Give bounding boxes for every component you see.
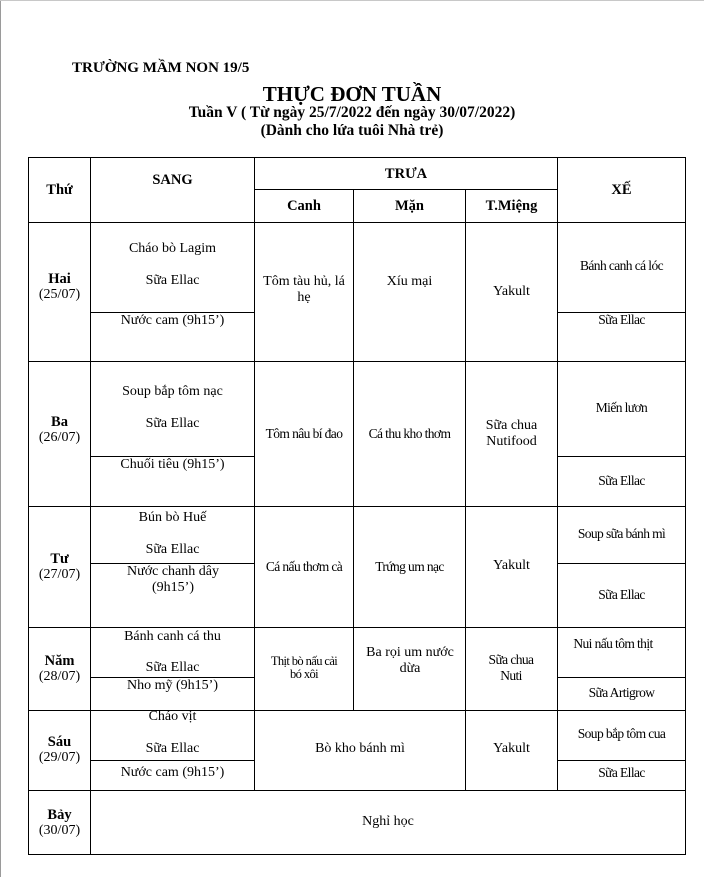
afternoon-milk: Sữa Ellac <box>598 765 645 780</box>
cell-divider <box>557 677 686 678</box>
lunch-dessert: Sữa chua Nutifood <box>485 418 538 449</box>
lunch-main: Ba rọi um nước dừa <box>366 645 454 676</box>
row-line <box>28 361 686 362</box>
lunch-soup: Tôm nâu bí đao <box>265 426 343 441</box>
row-line <box>28 506 686 507</box>
day-date: (30/07) <box>38 823 81 838</box>
morning-snack: Nước cam (9h15’) <box>120 765 225 780</box>
closed-notice: Nghỉ học <box>362 814 414 829</box>
day-cell <box>29 547 90 587</box>
afternoon-dish: Bánh canh cá lóc <box>580 258 663 273</box>
morning-dish: Cháo vịt <box>148 709 197 724</box>
day-name: Năm <box>44 653 75 669</box>
morning-milk: Sữa Ellac <box>145 741 200 756</box>
header-lunch: TRƯA <box>384 165 428 182</box>
morning-milk: Sữa Ellac <box>145 416 200 431</box>
table-border-bottom <box>28 854 686 855</box>
lunch-soup: Tôm tàu hủ, lá hẹ <box>263 274 345 305</box>
lunch-main: Cá thu kho thơm <box>368 426 451 441</box>
week-range: Tuần V ( Từ ngày 25/7/2022 đến ngày 30/07/2022) <box>188 104 516 121</box>
day-cell <box>29 405 90 455</box>
afternoon-milk: Sữa Ellac <box>598 312 645 327</box>
school-name: TRƯỜNG MẦM NON 19/5 <box>72 60 250 76</box>
lunch-main: Xíu mại <box>386 274 433 289</box>
table-border-right <box>685 157 686 855</box>
header-afternoon: XẾ <box>611 182 632 198</box>
morning-snack: Nho mỹ (9h15’) <box>127 678 218 693</box>
afternoon-dish: Miến lươn <box>595 400 648 415</box>
lunch-combined: Bò kho bánh mì <box>315 741 405 756</box>
cell-divider <box>557 456 686 457</box>
day-name: Bảy <box>47 807 72 823</box>
lunch-soup: Thịt bò nấu cải bó xôi <box>270 654 338 681</box>
row-line <box>28 222 686 223</box>
col-line <box>353 189 354 710</box>
day-date: (28/07) <box>38 669 81 684</box>
afternoon-milk: Sữa Ellac <box>598 473 645 488</box>
morning-dish: Soup bắp tôm nạc <box>122 384 223 399</box>
afternoon-milk: Sữa Artigrow <box>588 685 655 700</box>
age-group: (Dành cho lứa tuôi Nhà trẻ) <box>260 122 444 139</box>
header-soup: Canh <box>287 198 321 214</box>
day-name: Tư <box>50 551 69 567</box>
morning-snack: Nước chanh dây (9h15’) <box>127 564 219 595</box>
morning-dish: Bún bò Huế <box>138 510 207 525</box>
afternoon-dish: Nui nấu tôm thịt <box>573 636 653 651</box>
morning-snack: Nước cam (9h15’) <box>120 313 225 328</box>
afternoon-dish: Soup sữa bánh mì <box>577 526 666 541</box>
lunch-soup: Cá nấu thơm cà <box>265 559 343 574</box>
afternoon-dish: Soup bắp tôm cua <box>577 726 666 741</box>
header-dessert: T.Miệng <box>485 198 538 214</box>
morning-milk: Sữa Ellac <box>145 273 200 288</box>
col-line <box>465 189 466 791</box>
header-day: Thứ <box>46 182 73 198</box>
lunch-dessert: Yakult <box>493 741 530 756</box>
day-name: Sáu <box>47 734 72 750</box>
morning-snack: Chuối tiêu (9h15’) <box>120 457 225 472</box>
day-cell <box>29 730 90 770</box>
morning-dish: Cháo bò Lagim <box>128 241 217 256</box>
day-date: (27/07) <box>38 567 81 582</box>
header-main: Mặn <box>395 198 424 214</box>
col-line <box>254 157 255 791</box>
morning-milk: Sữa Ellac <box>145 542 200 557</box>
cell-divider <box>557 760 686 761</box>
day-date: (29/07) <box>38 750 81 765</box>
day-cell <box>29 262 90 312</box>
row-line <box>28 790 686 791</box>
window-edge-top <box>0 0 704 1</box>
menu-title: THỰC ĐƠN TUẦN <box>262 82 442 106</box>
day-cell <box>29 803 90 843</box>
day-name: Hai <box>48 271 71 287</box>
day-name: Ba <box>51 414 68 430</box>
lunch-main: Trứng um nạc <box>375 559 444 574</box>
afternoon-milk: Sữa Ellac <box>598 587 645 602</box>
cell-divider <box>557 563 686 564</box>
day-date: (26/07) <box>38 430 81 445</box>
day-cell <box>29 649 90 689</box>
day-date: (25/07) <box>38 287 81 302</box>
morning-milk: Sữa Ellac <box>145 660 200 675</box>
morning-dish: Bánh canh cá thu <box>124 629 221 644</box>
lunch-dessert: Yakult <box>493 558 530 573</box>
header-morning: SANG <box>152 172 193 188</box>
cell-divider <box>90 760 254 761</box>
lunch-dessert: Yakult <box>493 284 530 299</box>
lunch-dessert: Sữa chua Nuti <box>488 652 534 683</box>
